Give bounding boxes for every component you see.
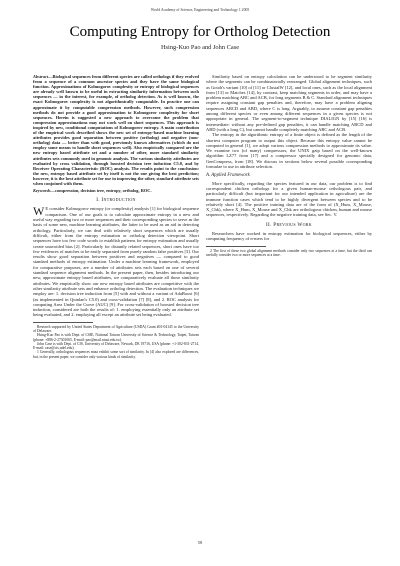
intro-paragraph-1-text: E consider Kolmogorov entropy (or complexity) analysis [1] for biological sequence comparison. One of our goals is to calculate approximate entropy in a new and useful way regarding two or more sequences and their corresponding species to serve as the basis of some new, machine learning attributes, the latter to be used as an aid in detecting orthology. Particularly, we can deal with relatively short sequences which are usually difficult, either from the entropy estimation or ortholog detection viewpoint. Short sequences have too few code words to establish patterns for entropy estimation and usually create unavoided bias [2]. Particularly for distantly related sequences, short ones have too few evidences of matches to be easily separated from purely random false positives [3]. Our results show good separation between positives and negatives — compared to good standard methods of entropy estimation. Under a machine learning framework, employed for comparative purposes, are a number of attributes sets each based on one of several standard sequence alignment methods. In the present paper, then, besides introducing our new, approximate entropy based attributes, we comparatively evaluate all those similarity attributes. We empirically show our new entropy based attributes are competitive with the other similarity attribute sets and enhance ortholog detection. The evaluation techniques we employ are: 1. decision tree induction from [5] with and without a variant of AdaBoost [6] (as implemented in Quinlan's C5.0) and cross-validation [7] [8], and 2. ROC analysis for computing Area Under the Curve (AUC) [9]. For cross-validation of boosted decision tree induction, considered are both the results of: 1. employing essentially only an attribute set being evaluated, and 2. employing all except an attribute set being evaluated. bbox=[33, 206, 199, 318]
intro-paragraph-1 bbox=[33, 206, 199, 317]
footnotes-right bbox=[206, 249, 372, 258]
keywords bbox=[33, 188, 199, 193]
keywords-lead: Keywords bbox=[33, 188, 51, 194]
paper-authors: Hsing-Kuo Pao and John Case bbox=[160, 44, 240, 51]
left-column bbox=[33, 74, 199, 359]
footnote-rule bbox=[206, 246, 266, 247]
abstract-text: —Biological sequences from different species are called orthologs if they evolved from a sequence of a common ancestor species and they have the same biological function. Approximations of Kolmogorov complexity or entropy of biological sequences are already well known to be useful in extracting similarity information between such sequences — in the interest, for example, of ortholog detection. As is well known, the exact Kolmogorov complexity is not algorithmically computable. In practice one can approximate it by computable compression methods. However, such compression methods do not provide a good approximation to Kolmogorov complexity for short sequences. Herein is suggested a new approach to overcome the problem that compression approximations may not work well on short sequences. This approach is inspired by new, conditional computations of Kolmogorov entropy. A main contribution of the empirical work described shows the new set of entropy-based machine learning attributes provides good separation between positive (ortholog) and negative (non-ortholog) data — better than with good, previously known alternatives (which do not employ some means to handle short sequences well). Also empirically compared are the new entropy based attribute set and a number of other, more standard similarity attributes sets commonly used in genomic analysis. The various similarity attributes are evaluated by cross validation, through boosted decision tree induction C5.0, and by Receiver Operating Characteristic (ROC) analysis. The results point to the conclusion: the new, entropy based attribute set by itself is not the one giving the best prediction; however, it is the best attribute set for use in improving the other, standard attribute sets when conjoined with them. bbox=[33, 74, 199, 186]
section-heading-previous-work: II. Previous Work bbox=[266, 221, 312, 228]
running-head: World Academy of Science, Engineering and Technology 1 2005 bbox=[150, 8, 250, 12]
footnote: 2 The first of these two global alignment methods consider only two sequences at a time, but the third can usefully consider two or more sequences at a time. bbox=[206, 248, 372, 257]
subsection-heading-applied-framework: A. Applied Framework bbox=[206, 173, 250, 179]
footnotes-left bbox=[33, 325, 199, 359]
intro-paragraph-2: Similarity based on entropy calculation can be understood to be segment similarity where the segments can be combinatorially rearranged. Global alignment techniques, such as Gotoh's variant [10] of [11] or ClustalW [12], and local ones, such as the local alignment from [13] or Matches [14], by contrast, keep matching segments in order, and may have a problem matching ABC and ACB, for long segments B & C. Standard alignment techniques require assigning constant gap penalties and, therefore, may have a problem aligning sequences ABCD and ABD, where C is long. Arguably, to assume constant gap penalties among different species or even among different sequences in a given species is not appropriate in general. The segment-to-segment technique DIALIGN by [15] [16] is intermediate: without any pre-defined gap penalties, it can handle matching ABCD and ABD (with a long C), but cannot handle completely matching ABC and ACB. bbox=[206, 74, 372, 132]
keywords-text: —compression, decision tree, entropy, ortholog, ROC. bbox=[50, 188, 152, 194]
footnote: Research supported by United States Department of Agriculture (USDA) Grant #01-04145 to the University of Delaware. bbox=[33, 324, 199, 333]
footnote: 1 Generally, orthologous sequences must exhibit some sort of similarity. In [4] also explored are differences, but, in the present paper, we consider only various kinds of similarity. bbox=[33, 350, 199, 359]
paper-title: Computing Entropy for Ortholog Detection bbox=[69, 24, 331, 40]
footnote: Hsing-Kuo Pao is with Dept. of CSIE, National Taiwan University of Science & Technology, Taipei, Taiwan (phone: +886-2-27301065, E-mail: pao@mail.ntust.edu.tw). bbox=[33, 333, 199, 342]
drop-cap: W bbox=[33, 204, 45, 219]
abstract bbox=[33, 74, 199, 186]
intro-paragraph-3: The entropy in the algorithmic entropy of a finite object is defined as the length of the shortest computer program to output this object. Because this entropy value cannot be computed in general [1], we adopt various compression methods to approximate its value. We examine two (of many) compressors, the UNIX gzip based on the well-known algorithm LZ77 from [17] and a compressor specially designed for genomic data, GenCompress, from [18]. We discuss in sections below several possible corresponding formulae to use in attribute selection. bbox=[206, 132, 372, 170]
footnote: John Case is with Dept. of CIS, University of Delaware, Newark, DE 19716, USA (phone: +1-302-831-2714, E-mail: case@cis.udel.edu). bbox=[33, 341, 199, 351]
section-heading-introduction: I. Introduction bbox=[96, 197, 136, 204]
page-number: 58 bbox=[197, 540, 203, 545]
footnote-rule bbox=[33, 322, 93, 323]
abstract-lead: Abstract bbox=[33, 74, 49, 79]
previous-work-paragraph: Researchers have worked in entropy estimation for biological sequences, either by computing frequency of n-mers for bbox=[206, 231, 372, 242]
applied-framework-paragraph: More specifically, regarding the species featured in our data, our problem is to find correspondent chicken orthologs for a given human-mouse orthologous pair, and particularly difficult (but important for our intended application in agriculture) are the immune function cases which tend to be highly divergent between species and to be relatively short [4]. The positive training data are of the form of (X_Hum, X_Mouse, X_Chk), where X_Hum, X_Mouse and X_Chk are orthologous chicken, human and mouse sequences, respectively. Regarding the negative training data, see Sec. V. bbox=[206, 180, 372, 218]
right-column bbox=[206, 74, 372, 257]
